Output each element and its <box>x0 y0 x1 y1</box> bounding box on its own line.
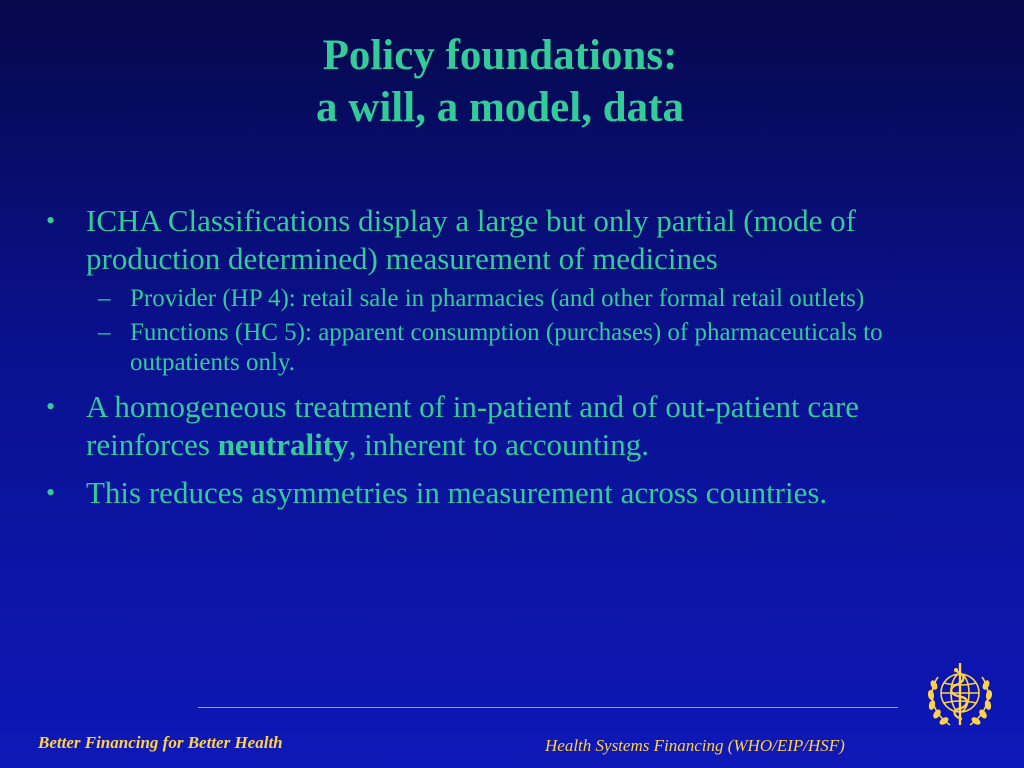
footer-tagline: Better Financing for Better Health <box>38 733 283 752</box>
bullet-text-emphasis: neutrality <box>217 427 349 462</box>
bullet-marker: • <box>46 478 56 507</box>
who-emblem-icon <box>920 655 1000 735</box>
bullet-list <box>44 202 964 518</box>
bullet-text-part-1: A homogeneous treatment of in-patient and of out-patient care reinforces <box>86 389 860 462</box>
sub-bullet-item-2 <box>44 318 964 378</box>
sub-bullet-marker: – <box>98 285 111 312</box>
bullet-text-part-2: , inherent to accounting. <box>348 427 649 462</box>
sub-bullet-text: Provider (HP 4): retail sale in pharmacies (and other formal retail outlets) <box>130 285 865 312</box>
sub-bullet-item-1 <box>44 284 964 314</box>
bullet-text: This reduces asymmetries in measurement across countries. <box>86 475 828 510</box>
bullet-item-2 <box>44 388 964 464</box>
title-line-2: a will, a model, data <box>316 84 684 131</box>
title-line-1: Policy foundations: <box>322 32 678 79</box>
bullet-item-1 <box>44 202 964 278</box>
footer-department: Health Systems Financing (WHO/EIP/HSF) <box>545 736 845 755</box>
sub-bullet-text: Functions (HC 5): apparent consumption (purchases) of pharmaceuticals to outpatients only. <box>130 319 883 376</box>
slide-title <box>150 30 850 134</box>
bullet-text: ICHA Classifications display a large but only partial (mode of production determined) measurement of medicines <box>86 203 856 276</box>
bullet-item-3 <box>44 474 964 512</box>
bullet-marker: • <box>46 206 56 235</box>
sub-bullet-marker: – <box>98 319 111 346</box>
bullet-marker: • <box>46 392 56 421</box>
footer-divider <box>198 707 898 708</box>
